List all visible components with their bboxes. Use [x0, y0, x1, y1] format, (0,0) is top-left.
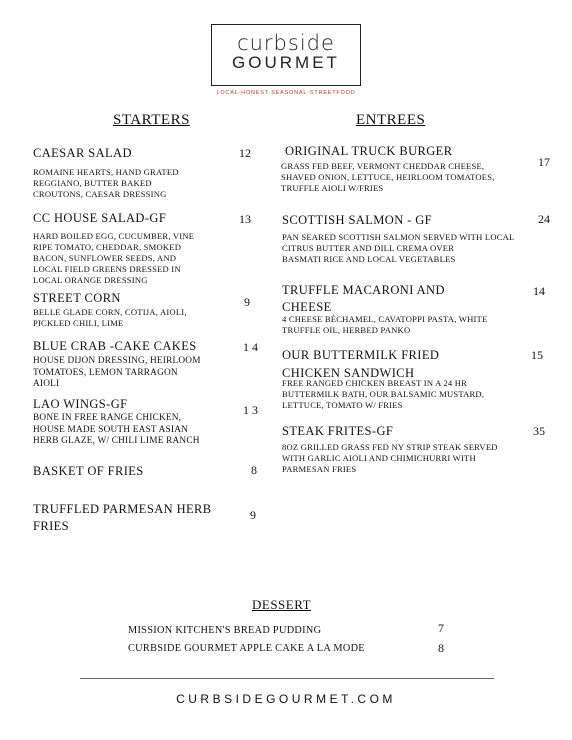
entrees-heading: ENTREES: [356, 112, 426, 128]
entree-price: 15: [531, 348, 543, 362]
footer-website[interactable]: CURBSIDEGOURMET.COM: [176, 692, 396, 706]
logo: [211, 24, 361, 86]
entree-desc: GRASS FED BEEF, VERMONT CHEDDAR CHEESE, SHAVED ONION, LETTUCE, HEIRLOOM TOMATOES, TRUFFLE AIOLI W/FRIES: [281, 161, 495, 193]
entree-desc: FREE RANGED CHICKEN BREAST IN A 24 HR BUTTERMILK BATH, OUR BALSAMIC MUSTARD, LETTUCE, TOMATO W/ FRIES: [282, 378, 485, 410]
entree-price: 35: [533, 424, 545, 438]
starters-heading: STARTERS: [113, 112, 190, 128]
logo-script: curbside: [237, 31, 335, 55]
starter-name: BLUE CRAB -CAKE CAKES: [33, 339, 197, 353]
tagline: LOCAL-HONEST-SEASONAL-STREETFOOD: [216, 90, 356, 96]
dessert-heading: DESSERT: [252, 597, 312, 612]
starter-name: TRUFFLED PARMESAN HERB FRIES: [33, 502, 212, 533]
starter-name: CAESAR SALAD: [33, 146, 132, 160]
entree-desc: 4 CHEESE BÉCHAMEL, CAVATOPPI PASTA, WHITE TRUFFLE OIL, HERBED PANKO: [282, 314, 488, 335]
starter-name: STREET CORN: [33, 291, 121, 305]
starter-desc: HARD BOILED EGG, CUCUMBER, VINE RIPE TOMATO, CHEDDAR, SMOKED BACON, SUNFLOWER SEEDS, AND LOCAL FIELD GREENS DRESSED IN LOCAL ORANGE DRESSING: [33, 231, 195, 285]
entree-price: 14: [533, 284, 545, 298]
dessert-price: 7: [438, 621, 444, 635]
dessert-name: CURBSIDE GOURMET APPLE CAKE A LA MODE: [128, 643, 365, 654]
starter-name: LAO WINGS-GF: [33, 397, 128, 411]
starter-price: 9: [250, 508, 256, 522]
entree-name: ORIGINAL TRUCK BURGER: [285, 144, 453, 158]
entree-name: TRUFFLE MACARONI AND CHEESE: [282, 283, 445, 314]
starter-price: 13: [239, 212, 251, 226]
starter-price: 8: [251, 463, 257, 477]
entree-name: STEAK FRITES-GF: [282, 424, 394, 438]
starter-price: 12: [239, 146, 251, 160]
starter-desc: ROMAINE HEARTS, HAND GRATED REGGIANO, BUTTER BAKED CROUTONS, CAESAR DRESSING: [33, 167, 179, 199]
entree-desc: PAN SEARED SCOTTISH SALMON SERVED WITH LOCAL CITRUS BUTTER AND DILL CREMA OVER BASMATI RICE AND LOCAL VEGETABLES: [282, 232, 515, 264]
starter-desc: BELLE GLADE CORN, COTIJA, AIOLI, PICKLED CHILI, LIME: [33, 307, 187, 328]
dessert-name: MISSION KITCHEN'S BREAD PUDDING: [128, 625, 322, 636]
entree-name: OUR BUTTERMILK FRIED CHICKEN SANDWICH: [282, 348, 440, 380]
starter-name: BASKET OF FRIES: [33, 464, 144, 478]
entree-desc: 8OZ GRILLED GRASS FED NY STRIP STEAK SERVED WITH GARLIC AIOLI AND CHIMICHURRI WITH PARMESAN FRIES: [282, 442, 498, 474]
dessert-price: 8: [438, 641, 444, 655]
entree-name: SCOTTISH SALMON - GF: [282, 213, 433, 227]
starter-price: 13: [243, 403, 261, 417]
starter-desc: HOUSE DIJON DRESSING, HEIRLOOM TOMATOES, LEMON TARRAGON AIOLI: [33, 356, 201, 389]
starter-name: CC HOUSE SALAD-GF: [33, 211, 167, 225]
starter-desc: BONE IN FREE RANGE CHICKEN, HOUSE MADE SOUTH EAST ASIAN HERB GLAZE, W/ CHILI LIME RANCH: [33, 413, 200, 446]
entree-price: 24: [538, 212, 550, 226]
logo-word: GOURMET: [232, 53, 340, 72]
starter-price: 9: [244, 295, 250, 309]
starter-price: 14: [243, 340, 261, 354]
entree-price: 17: [538, 155, 550, 169]
footer-divider: [80, 678, 494, 679]
